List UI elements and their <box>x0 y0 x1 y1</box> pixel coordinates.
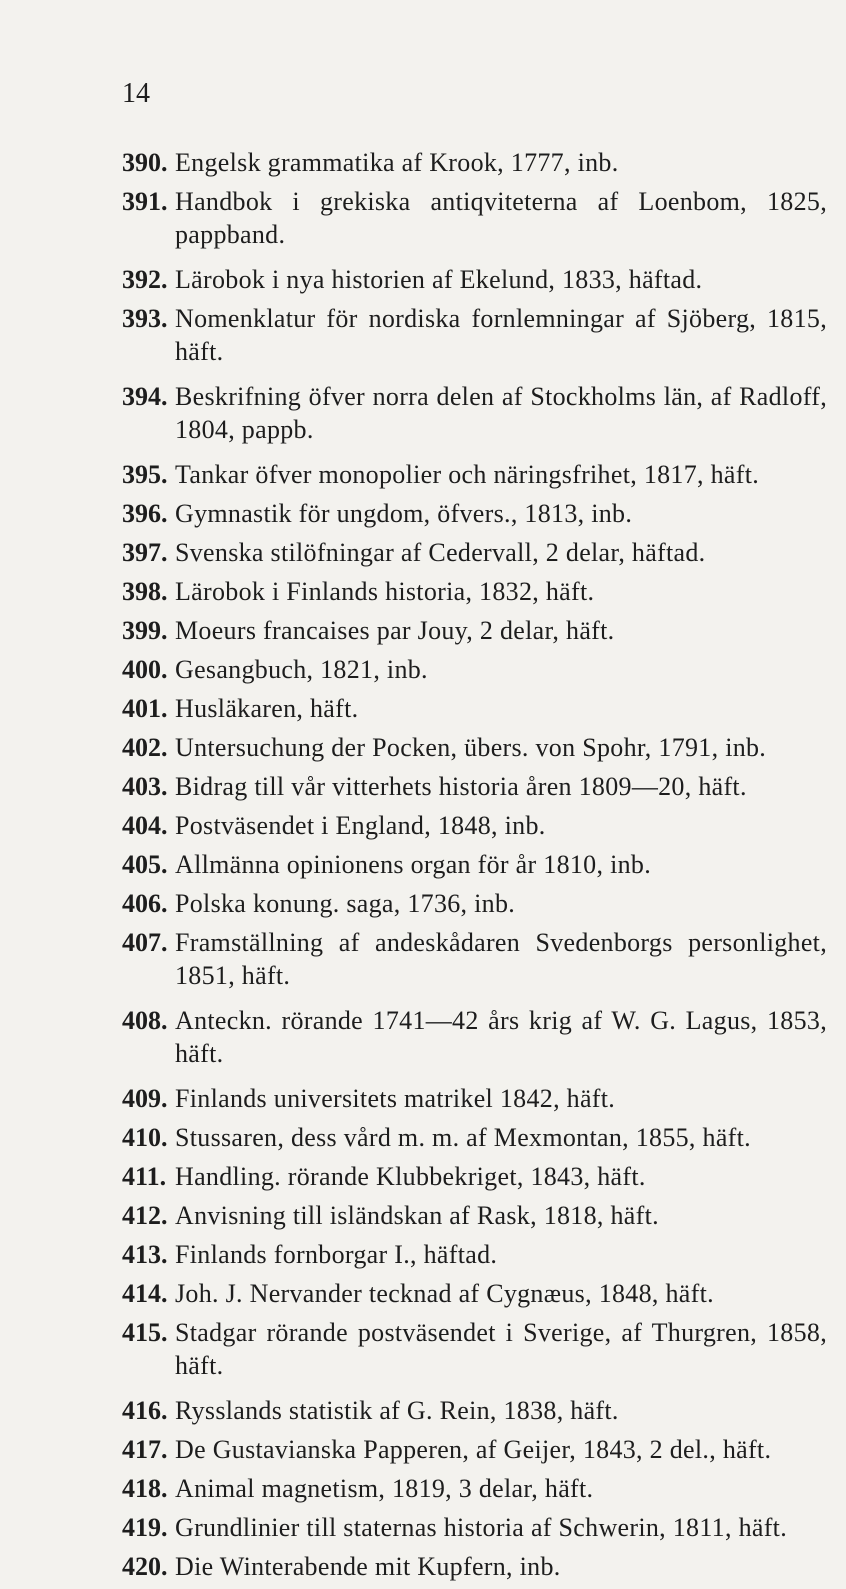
catalog-entry <box>122 1121 827 1154</box>
entry-text: Stussaren, dess vård m. m. af Mexmontan, 1855, häft. <box>175 1123 751 1152</box>
entry-number: 403. <box>122 772 168 801</box>
catalog-entry <box>122 1238 827 1271</box>
catalog-entry <box>122 1511 827 1544</box>
catalog-entry <box>122 926 827 992</box>
catalog-entry <box>122 1316 827 1382</box>
entry-text: Handbok i grekiska antiqviteterna af Loenbom, 1825, pappband. <box>175 187 827 249</box>
entry-text: Framställning af andeskådaren Svedenborgs personlighet, 1851, häft. <box>175 928 827 990</box>
entry-text: Gesangbuch, 1821, inb. <box>175 655 428 684</box>
entry-text: Tankar öfver monopolier och näringsfrihet, 1817, häft. <box>175 460 760 489</box>
entry-number: 410. <box>122 1123 168 1152</box>
catalog-entry <box>122 497 827 530</box>
entry-text: Postväsendet i England, 1848, inb. <box>175 811 546 840</box>
entry-text: Finlands universitets matrikel 1842, häft. <box>175 1084 616 1113</box>
entry-number: 393. <box>122 304 168 333</box>
catalog-entry <box>122 614 827 647</box>
entry-text: Untersuchung der Pocken, übers. von Spohr, 1791, inb. <box>175 733 767 762</box>
catalog-entry <box>122 1082 827 1115</box>
entry-text: Rysslands statistik af G. Rein, 1838, häft. <box>175 1396 619 1425</box>
entry-text: De Gustavianska Papperen, af Geijer, 1843, 2 del., häft. <box>175 1435 772 1464</box>
catalog-entry <box>122 185 827 251</box>
catalog-entry <box>122 263 827 296</box>
entry-text: Anvisning till isländskan af Rask, 1818, häft. <box>175 1201 659 1230</box>
catalog-entry <box>122 731 827 764</box>
entry-number: 415. <box>122 1318 168 1347</box>
entry-number: 417. <box>122 1435 168 1464</box>
entry-text: Engelsk grammatika af Krook, 1777, inb. <box>175 148 619 177</box>
entry-number: 396. <box>122 499 168 528</box>
catalog-entry <box>122 770 827 803</box>
catalog-entry <box>122 1394 827 1427</box>
catalog-entry <box>122 302 827 368</box>
catalog-entry <box>122 653 827 686</box>
entry-number: 402. <box>122 733 168 762</box>
catalog-entry <box>122 848 827 881</box>
entry-text: Joh. J. Nervander tecknad af Cygnæus, 1848, häft. <box>175 1279 714 1308</box>
entry-number: 408. <box>122 1006 168 1035</box>
catalog-entry <box>122 575 827 608</box>
entry-number: 400. <box>122 655 168 684</box>
entry-number: 413. <box>122 1240 168 1269</box>
entry-number: 397. <box>122 538 168 567</box>
entry-text: Handling. rörande Klubbekriget, 1843, häft. <box>175 1162 646 1191</box>
entry-text: Grundlinier till staternas historia af Schwerin, 1811, häft. <box>175 1513 788 1542</box>
entry-number: 407. <box>122 928 168 957</box>
entry-text: Moeurs francaises par Jouy, 2 delar, häft. <box>175 616 615 645</box>
catalog-entry <box>122 1004 827 1070</box>
entry-number: 401. <box>122 694 168 723</box>
catalog-entry <box>122 887 827 920</box>
entry-number: 419. <box>122 1513 168 1542</box>
entry-text: Gymnastik för ungdom, öfvers., 1813, inb. <box>175 499 633 528</box>
catalog-entry <box>122 1199 827 1232</box>
entry-text: Finlands fornborgar I., häftad. <box>175 1240 498 1269</box>
entry-number: 392. <box>122 265 168 294</box>
entry-number: 398. <box>122 577 168 606</box>
entry-number: 395. <box>122 460 168 489</box>
entry-text: Lärobok i nya historien af Ekelund, 1833, häftad. <box>175 265 703 294</box>
entry-text: Svenska stilöfningar af Cedervall, 2 delar, häftad. <box>175 538 706 567</box>
entry-number: 416. <box>122 1396 168 1425</box>
catalog-entry <box>122 1472 827 1505</box>
entry-number: 399. <box>122 616 168 645</box>
entry-text: Animal magnetism, 1819, 3 delar, häft. <box>175 1474 594 1503</box>
entry-text: Nomenklatur för nordiska fornlemningar af Sjöberg, 1815, häft. <box>175 304 827 366</box>
entry-text: Bidrag till vår vitterhets historia åren 1809—20, häft. <box>175 772 747 801</box>
entry-text: Anteckn. rörande 1741—42 års krig af W. G. Lagus, 1853, häft. <box>175 1006 827 1068</box>
entry-text: Allmänna opinionens organ för år 1810, inb. <box>175 850 651 879</box>
catalog-entry <box>122 458 827 491</box>
catalog-entry <box>122 692 827 725</box>
entry-number: 406. <box>122 889 168 918</box>
entry-number: 412. <box>122 1201 168 1230</box>
entry-number: 390. <box>122 148 168 177</box>
catalog-entry <box>122 1277 827 1310</box>
entry-text: Beskrifning öfver norra delen af Stockholms län, af Radloff, 1804, pappb. <box>175 382 827 444</box>
entry-number: 391. <box>122 187 168 216</box>
entry-number: 405. <box>122 850 168 879</box>
catalog-entry <box>122 536 827 569</box>
entry-text: Die Winterabende mit Kupfern, inb. <box>175 1552 561 1581</box>
entry-number: 414. <box>122 1279 168 1308</box>
catalog-entry <box>122 1433 827 1466</box>
catalog-entry <box>122 146 827 179</box>
entry-text: Lärobok i Finlands historia, 1832, häft. <box>175 577 595 606</box>
catalog-entry <box>122 809 827 842</box>
catalog-entry <box>122 1160 827 1193</box>
entry-number: 394. <box>122 382 168 411</box>
entry-number: 409. <box>122 1084 168 1113</box>
entry-number: 420. <box>122 1552 168 1581</box>
catalog-entry <box>122 380 827 446</box>
catalog-entry <box>122 1550 827 1583</box>
entry-text: Polska konung. saga, 1736, inb. <box>175 889 516 918</box>
entry-text: Stadgar rörande postväsendet i Sverige, af Thurgren, 1858, häft. <box>175 1318 827 1380</box>
entry-number: 418. <box>122 1474 168 1503</box>
entry-number: 411. <box>122 1162 167 1191</box>
entry-list <box>122 146 827 1589</box>
page-number: 14 <box>122 78 150 109</box>
entry-number: 404. <box>122 811 168 840</box>
entry-text: Husläkaren, häft. <box>175 694 359 723</box>
